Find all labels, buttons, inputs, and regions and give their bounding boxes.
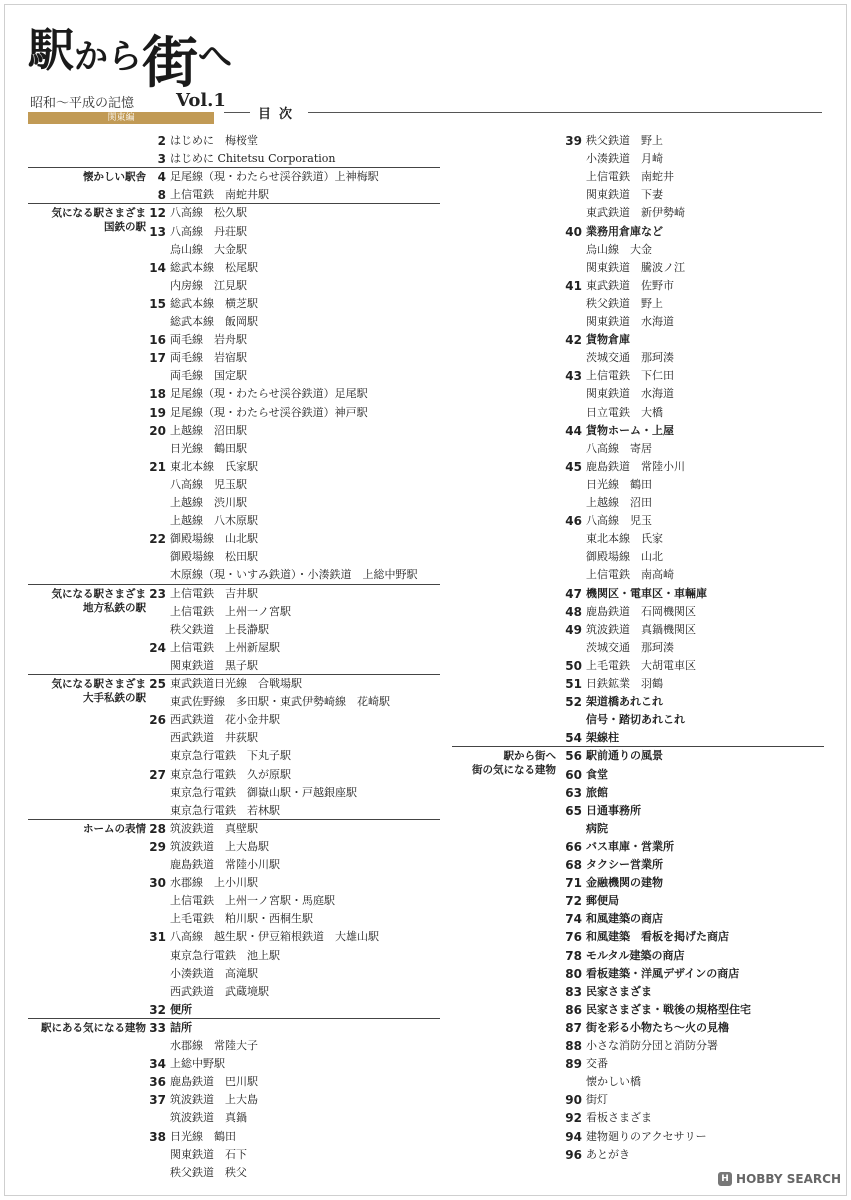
- section-label: [52, 677, 147, 705]
- toc-entry-title: 貨物ホーム・上屋: [586, 423, 674, 437]
- toc-entry-title: 日通事務所: [586, 803, 641, 817]
- toc-entry-title: 病院: [586, 821, 608, 835]
- toc-entry-title: 業務用倉庫など: [586, 224, 663, 238]
- toc-entry-page: 12: [149, 206, 166, 221]
- toc-entry-page: 74: [565, 912, 582, 927]
- toc-entry-title: 鹿島鉄道 常陸小川: [586, 459, 685, 473]
- toc-entry-page: 4: [157, 170, 166, 185]
- toc-entry-title: 秩父鉄道 野上: [586, 296, 663, 310]
- toc-entry-title: はじめに 梅桜堂: [170, 134, 258, 147]
- toc-entry-title: 和風建築の商店: [586, 912, 663, 926]
- toc-entry-title: 東京急行電鉄 久が原駅: [170, 767, 291, 781]
- toc-entry-title: 小さな消防分団と消防分署: [586, 1039, 718, 1052]
- toc-entry-title: 御殿場線 松田駅: [170, 550, 258, 564]
- toc-entry-page: 71: [565, 876, 582, 891]
- section-label-line: 地方私鉄の駅: [83, 601, 146, 614]
- toc-entry-page: 60: [565, 767, 582, 782]
- section-label-line: 気になる駅さまざま: [51, 207, 146, 220]
- section-divider: [452, 746, 824, 747]
- toc-entry-page: 17: [149, 351, 166, 366]
- toc-entry-title: 関東鉄道 水海道: [586, 387, 674, 401]
- toc-entry-title: 秩父鉄道 野上: [586, 134, 663, 147]
- toc-entry-title: 上信電鉄 吉井駅: [170, 586, 258, 600]
- toc-entry-page: 40: [565, 224, 582, 239]
- toc-entry-title: 上越線 沼田: [586, 496, 652, 509]
- toc-entry-page: 23: [149, 586, 166, 601]
- toc-entry-title: 水郡線 常陸大子: [170, 1039, 258, 1052]
- toc-entry-title: 郵便局: [586, 894, 619, 908]
- toc-entry-title: 懐かしい橋: [586, 1075, 641, 1089]
- watermark-text: HOBBY SEARCH: [736, 1172, 841, 1186]
- toc-entry-title: 筑波鉄道 真鍋: [170, 1111, 247, 1125]
- toc-entry-title: 筑波鉄道 真壁駅: [170, 821, 258, 835]
- toc-entry-title: 鹿島鉄道 常陸小川駅: [170, 858, 280, 871]
- section-divider: [28, 203, 440, 204]
- toc-entry-page: 31: [149, 930, 166, 945]
- toc-entry-title: 東北本線 氏家: [586, 532, 663, 546]
- toc-entry-title: 茨城交通 那珂湊: [586, 351, 674, 365]
- toc-rule-right: [308, 112, 822, 113]
- toc-entry-title: 貨物倉庫: [586, 333, 630, 347]
- toc-entry-page: 68: [565, 858, 582, 872]
- toc-entry-title: 両毛線 国定駅: [170, 369, 247, 383]
- book-subtitle: 昭和～平成の記憶: [30, 96, 135, 111]
- toc-entry-title: 上信電鉄 上州新屋駅: [170, 640, 280, 654]
- toc-heading: [224, 104, 822, 120]
- toc-entry-page: 34: [149, 1057, 166, 1072]
- toc-entry-page: 72: [565, 894, 582, 909]
- toc-entry-page: 52: [565, 695, 582, 710]
- toc-entry-title: 機関区・電車区・車輛庫: [586, 586, 707, 600]
- toc-entry-page: 54: [565, 731, 582, 746]
- toc-entry-title: 旅館: [586, 785, 608, 799]
- toc-entry-page: 83: [565, 984, 582, 999]
- toc-entry-title: 東武鉄道 新伊勢崎: [586, 206, 685, 220]
- toc-entry-title: 西武鉄道 花小金井駅: [170, 713, 280, 727]
- toc-entry-page: 51: [565, 677, 582, 691]
- toc-heading-text: 目次: [258, 106, 301, 122]
- toc-entry-title: 関東鉄道 下妻: [586, 188, 663, 202]
- toc-entry-page: 90: [565, 1093, 582, 1108]
- section-label: [41, 1021, 146, 1035]
- toc-entry-title: 八高線 丹荘駅: [170, 224, 247, 238]
- toc-entry-page: 41: [565, 278, 582, 293]
- section-label-line: 懐かしい駅舎: [83, 171, 146, 184]
- toc-entry-title: 街灯: [586, 1093, 608, 1107]
- section-divider: [28, 167, 440, 168]
- toc-entry-title: 信号・踏切あれこれ: [586, 713, 685, 727]
- toc-entry-page: 22: [149, 532, 166, 547]
- toc-entry-title: 東京急行電鉄 池上駅: [170, 948, 280, 962]
- toc-entry-title: 看板建築・洋風デザインの商店: [586, 966, 740, 980]
- section-label-line: 大手私鉄の駅: [83, 692, 146, 704]
- toc-entry-title: 東北本線 氏家駅: [170, 459, 258, 473]
- toc-entry-page: 13: [149, 224, 166, 239]
- toc-entry-title: 八高線 児玉駅: [170, 477, 247, 491]
- section-label: [472, 749, 556, 777]
- toc-entry-page: 27: [149, 767, 166, 782]
- toc-entry-page: 39: [565, 134, 582, 148]
- toc-entry-title: 上越線 八木原駅: [170, 514, 258, 528]
- watermark-logo-icon: H: [718, 1172, 732, 1186]
- title-part-he: へ: [198, 37, 232, 77]
- toc-entry-title: 足尾線（現・わたらせ渓谷鉄道）上神梅駅: [170, 170, 379, 184]
- toc-entry-title: 西武鉄道 武蔵境駅: [170, 984, 269, 998]
- toc-entry-page: 43: [565, 369, 582, 384]
- toc-entry-page: 28: [149, 821, 166, 836]
- toc-entry-title: 上信電鉄 南高崎: [586, 568, 674, 582]
- toc-entry-title: 上信電鉄 下仁田: [586, 369, 674, 383]
- toc-entry-title: 御殿場線 山北駅: [170, 532, 258, 546]
- toc-entry-title: 看板さまざま: [586, 1111, 652, 1125]
- toc-entry-page: 37: [149, 1093, 166, 1108]
- toc-entry-title: 八高線 越生駅・伊豆箱根鉄道 大雄山駅: [170, 930, 379, 944]
- toc-entry-title: 建物廻りのアクセサリー: [586, 1129, 707, 1143]
- toc-entry-title: 八高線 児玉: [586, 514, 652, 528]
- title-part-kara: から: [74, 37, 142, 77]
- toc-entry-title: 上信電鉄 南蛇井駅: [170, 188, 269, 202]
- toc-entry-title: 御殿場線 山北: [586, 550, 663, 564]
- region-bar: 関東編: [28, 112, 214, 124]
- section-label: [52, 206, 147, 234]
- toc-entry-title: 架道橋あれこれ: [586, 695, 663, 709]
- toc-entry-page: 80: [565, 966, 582, 981]
- toc-entry-page: 16: [149, 333, 166, 348]
- toc-entry-title: 鹿島鉄道 石岡機関区: [586, 604, 696, 618]
- toc-entry-title: 詰所: [170, 1020, 192, 1034]
- toc-entry-page: 94: [565, 1129, 582, 1144]
- section-label: [52, 587, 147, 615]
- toc-entry-page: 3: [157, 152, 166, 167]
- toc-entry-title: 筑波鉄道 上大島: [170, 1093, 258, 1107]
- toc-entry-title: 和風建築 看板を掲げた商店: [586, 930, 729, 944]
- toc-entry-page: 47: [565, 586, 582, 601]
- toc-entry-title: 上毛電鉄 粕川駅・西桐生駅: [170, 912, 313, 926]
- toc-entry-title: 上信電鉄 上州一ノ宮駅: [170, 604, 291, 618]
- toc-entry-title: 茨城交通 那珂湊: [586, 640, 674, 654]
- toc-entry-title: 上越線 沼田駅: [170, 423, 247, 437]
- section-label: [83, 822, 146, 836]
- toc-entry-title: 東武鉄道 佐野市: [586, 278, 674, 292]
- toc-entry-title: 水郡線 上小川駅: [170, 876, 258, 890]
- toc-entry-title: 関東鉄道 騰波ノ江: [586, 260, 685, 274]
- toc-entry-page: 18: [149, 387, 166, 402]
- toc-entry-title: 関東鉄道 石下: [170, 1147, 247, 1161]
- toc-entry-title: 総武本線 横芝駅: [170, 296, 258, 310]
- toc-entry-title: はじめに Chitetsu Corporation: [170, 152, 336, 166]
- toc-rule-left: [224, 112, 250, 113]
- toc-entry-title: 八高線 松久駅: [170, 206, 247, 220]
- book-title: [28, 22, 232, 96]
- toc-entry-page: 65: [565, 803, 582, 818]
- section-divider: [28, 1018, 440, 1019]
- toc-entry-title: 筑波鉄道 上大島駅: [170, 839, 269, 853]
- toc-entry-title: 民家さまざま: [586, 984, 652, 998]
- toc-entry-page: 44: [565, 423, 582, 438]
- toc-entry-title: 便所: [170, 1002, 192, 1016]
- toc-entry-title: 東京急行電鉄 御嶽山駅・戸越銀座駅: [170, 785, 357, 799]
- toc-entry-title: 内房線 江見駅: [170, 278, 247, 292]
- toc-entry-title: 小湊鉄道 高滝駅: [170, 966, 258, 980]
- toc-entry-title: 東武鉄道日光線 合戦場駅: [170, 677, 302, 690]
- toc-entry-title: 関東鉄道 水海道: [586, 315, 674, 328]
- toc-entry-page: 87: [565, 1020, 582, 1035]
- toc-entry-title: タクシー営業所: [586, 858, 663, 871]
- toc-entry-title: 総武本線 松尾駅: [170, 260, 258, 274]
- toc-entry-title: 上信電鉄 南蛇井: [586, 170, 674, 184]
- toc-entry-title: 木原線（現・いすみ鉄道）・小湊鉄道 上総中野駅: [170, 568, 418, 582]
- toc-entry-title: 街を彩る小物たち～火の見櫓: [586, 1020, 729, 1034]
- toc-entry-title: 上信電鉄 上州一ノ宮駅・馬庭駅: [170, 894, 335, 908]
- section-label-line: 街の気になる建物: [472, 764, 556, 777]
- section-label: [83, 170, 146, 184]
- toc-entry-page: 42: [565, 333, 582, 348]
- toc-entry-title: モルタル建築の商店: [586, 948, 685, 962]
- toc-entry-page: 26: [149, 713, 166, 728]
- section-divider: [28, 584, 440, 585]
- toc-entry-title: 東武佐野線 多田駅・東武伊勢崎線 花崎駅: [170, 695, 390, 709]
- toc-entry-page: 96: [565, 1147, 582, 1162]
- section-label-line: 国鉄の駅: [104, 221, 146, 234]
- toc-entry-page: 78: [565, 948, 582, 963]
- toc-entry-page: 20: [149, 423, 166, 438]
- toc-entry-title: 足尾線（現・わたらせ渓谷鉄道）神戸駅: [170, 405, 368, 419]
- toc-entry-page: 88: [565, 1039, 582, 1053]
- toc-entry-title: 秩父鉄道 上長瀞駅: [170, 622, 269, 636]
- toc-entry-title: あとがき: [586, 1147, 630, 1161]
- toc-entry-page: 89: [565, 1057, 582, 1072]
- toc-entry-page: 86: [565, 1002, 582, 1017]
- toc-entry-title: 西武鉄道 井荻駅: [170, 731, 258, 745]
- toc-entry-page: 50: [565, 658, 582, 673]
- watermark: [718, 1172, 841, 1186]
- section-label-line: 気になる駅さまざま: [51, 587, 146, 600]
- toc-entry-page: 48: [565, 604, 582, 619]
- section-label-line: 駅にある気になる建物: [41, 1021, 146, 1034]
- section-divider: [28, 819, 440, 820]
- toc-entry-page: 92: [565, 1111, 582, 1126]
- section-label-line: 気になる駅さまざま: [51, 678, 146, 690]
- toc-entry-page: 19: [149, 405, 166, 420]
- title-part-eki: 駅: [28, 23, 74, 77]
- toc-entry-title: 小湊鉄道 月崎: [586, 152, 663, 166]
- toc-entry-page: 14: [149, 260, 166, 275]
- toc-entry-title: バス車庫・営業所: [586, 839, 674, 853]
- toc-entry-page: 36: [149, 1075, 166, 1090]
- toc-entry-page: 63: [565, 785, 582, 800]
- toc-entry-page: 46: [565, 514, 582, 529]
- toc-entry-title: 総武本線 飯岡駅: [170, 315, 258, 328]
- toc-entry-title: 東京急行電鉄 若林駅: [170, 803, 280, 817]
- toc-entry-title: 鹿島鉄道 巴川駅: [170, 1075, 258, 1089]
- toc-entry-title: 上毛電鉄 大胡電車区: [586, 658, 696, 672]
- toc-entry-title: 日光線 鶴田駅: [170, 441, 247, 455]
- toc-entry-page: 30: [149, 876, 166, 891]
- toc-entry-page: 2: [157, 134, 166, 148]
- toc-entry-title: 烏山線 大金: [586, 242, 652, 256]
- toc-entry-title: 日光線 鶴田: [170, 1129, 236, 1143]
- toc-entry-title: 架線柱: [586, 731, 619, 745]
- toc-entry-page: 49: [565, 622, 582, 637]
- toc-entry-page: 21: [149, 459, 166, 474]
- toc-entry-title: 金融機関の建物: [586, 876, 663, 890]
- section-label-line: ホームの表情: [83, 822, 146, 835]
- toc-entry-title: 足尾線（現・わたらせ渓谷鉄道）足尾駅: [170, 387, 368, 401]
- toc-entry-title: 東京急行電鉄 下丸子駅: [170, 749, 291, 763]
- toc-entry-title: 日立電鉄 大橋: [586, 405, 663, 419]
- toc-entry-page: 33: [149, 1020, 166, 1035]
- toc-entry-title: 秩父鉄道 秩父: [170, 1165, 247, 1179]
- toc-entry-page: 38: [149, 1129, 166, 1144]
- toc-entry-page: 29: [149, 839, 166, 854]
- toc-entry-title: 両毛線 岩宿駅: [170, 351, 247, 365]
- toc-entry-title: 駅前通りの風景: [586, 749, 663, 763]
- toc-entry-title: 上越線 渋川駅: [170, 496, 247, 509]
- toc-entry-title: 日光線 鶴田: [586, 477, 652, 491]
- toc-entry-title: 筑波鉄道 真鍋機関区: [586, 622, 696, 636]
- toc-entry-title: 関東鉄道 黒子駅: [170, 658, 258, 672]
- toc-entry-page: 8: [157, 188, 166, 203]
- toc-entry-page: 66: [565, 839, 582, 854]
- toc-entry-title: 八高線 寄居: [586, 441, 652, 455]
- toc-entry-title: 烏山線 大金駅: [170, 242, 247, 256]
- volume-label: Vol.1: [176, 90, 226, 111]
- toc-entry-title: 食堂: [586, 767, 608, 781]
- toc-entry-page: 24: [149, 640, 166, 655]
- section-divider: [28, 674, 440, 675]
- toc-entry-title: 両毛線 岩舟駅: [170, 333, 247, 347]
- toc-entry-page: 25: [149, 677, 166, 691]
- toc-entry-title: 上総中野駅: [170, 1057, 225, 1071]
- title-part-machi: 街: [142, 30, 198, 96]
- toc-entry-page: 76: [565, 930, 582, 945]
- toc-entry-title: 民家さまざま・戦後の規格型住宅: [586, 1002, 751, 1016]
- toc-entry-page: 56: [565, 749, 582, 764]
- toc-entry-title: 日鉄鉱業 羽鶴: [586, 677, 663, 690]
- toc-entry-page: 15: [149, 296, 166, 311]
- section-label-line: 駅から街へ: [503, 750, 556, 763]
- toc-entry-title: 交番: [586, 1057, 608, 1071]
- toc-entry-page: 45: [565, 459, 582, 474]
- toc-entry-page: 32: [149, 1002, 166, 1017]
